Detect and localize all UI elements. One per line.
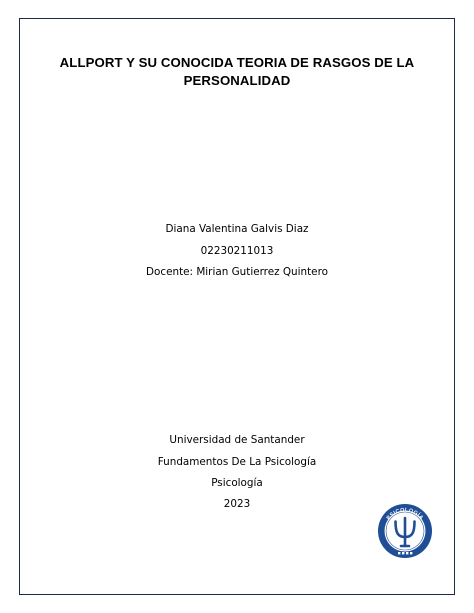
author-name: Diana Valentina Galvis Diaz	[165, 223, 309, 235]
student-id: 02230211013	[200, 245, 274, 257]
seal-text: PSICOLOGÍA	[385, 507, 425, 522]
university-name: Universidad de Santander	[169, 434, 305, 446]
title-line-1: ALLPORT Y SU CONOCIDA TEORIA DE RASGOS DE LA	[59, 55, 415, 70]
psychology-seal-icon	[377, 503, 433, 559]
teacher-name: Docente: Mirian Gutierrez Quintero	[146, 266, 328, 278]
program-name: Psicología	[211, 477, 263, 489]
document-title	[40, 54, 434, 90]
course-name: Fundamentos De La Psicología	[157, 456, 317, 468]
title-line-2: PERSONALIDAD	[183, 73, 291, 88]
year: 2023	[223, 498, 251, 510]
